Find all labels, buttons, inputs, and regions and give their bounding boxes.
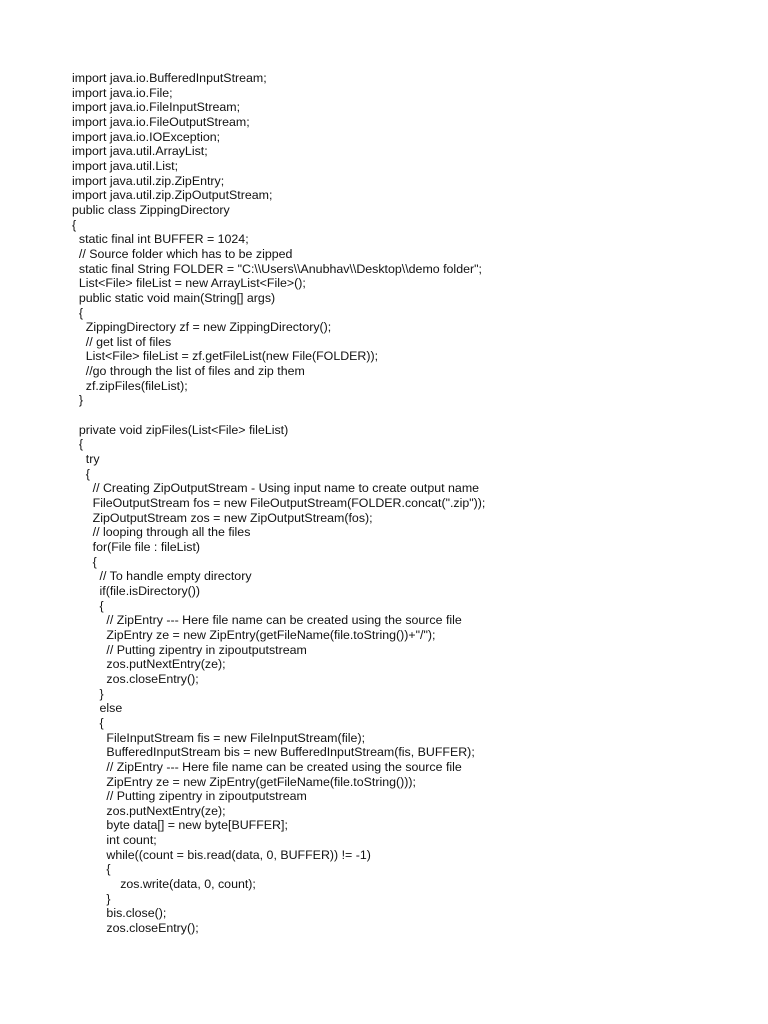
code-line: [72, 408, 752, 423]
code-line: {: [72, 598, 104, 613]
code-line: import java.io.FileOutputStream;: [72, 114, 250, 129]
code-line: // get list of files: [72, 334, 172, 349]
code-line: try: [72, 452, 100, 467]
code-line: zos.putNextEntry(ze);: [72, 803, 226, 818]
code-line: public class ZippingDirectory: [72, 202, 230, 217]
code-line: zf.zipFiles(fileList);: [72, 378, 188, 393]
code-line: // ZipEntry --- Here file name can be created using the source file: [72, 613, 462, 628]
code-line: import java.io.IOException;: [72, 129, 221, 144]
code-line: {: [72, 305, 84, 320]
code-line: private void zipFiles(List<File> fileList): [72, 422, 289, 437]
code-line: {: [72, 554, 97, 569]
code-line: import java.io.BufferedInputStream;: [72, 71, 267, 85]
code-line: //go through the list of files and zip them: [72, 364, 305, 379]
code-line: ZipOutputStream zos = new ZipOutputStream(fos);: [72, 510, 373, 525]
code-line: while((count = bis.read(data, 0, BUFFER)) != -1): [72, 847, 371, 862]
code-line: zos.closeEntry();: [72, 921, 199, 936]
code-line: }: [72, 891, 111, 906]
code-line: import java.util.zip.ZipOutputStream;: [72, 188, 273, 203]
code-line: // ZipEntry --- Here file name can be created using the source file: [72, 759, 462, 774]
code-line: import java.util.zip.ZipEntry;: [72, 173, 225, 188]
code-line: for(File file : fileList): [72, 540, 201, 554]
code-line: FileOutputStream fos = new FileOutputStream(FOLDER.concat(".zip"));: [72, 496, 486, 511]
code-line: // looping through all the files: [72, 525, 251, 540]
code-line: import java.io.File;: [72, 85, 173, 100]
code-line: {: [72, 437, 84, 452]
code-line: zos.write(data, 0, count);: [72, 877, 256, 892]
code-line: FileInputStream fis = new FileInputStream(file);: [72, 730, 366, 745]
code-line: ZippingDirectory zf = new ZippingDirectory();: [72, 320, 332, 335]
code-line: // Source folder which has to be zipped: [72, 246, 293, 261]
code-line: import java.util.ArrayList;: [72, 144, 208, 159]
code-line: {: [72, 715, 104, 730]
code-line: BufferedInputStream bis = new BufferedInputStream(fis, BUFFER);: [72, 745, 475, 760]
code-line: else: [72, 701, 123, 716]
code-line: // To handle empty directory: [72, 569, 252, 584]
code-line: {: [72, 217, 77, 232]
code-line: bis.close();: [72, 906, 167, 921]
code-line: zos.putNextEntry(ze);: [72, 657, 226, 672]
code-line: // Putting zipentry in zipoutputstream: [72, 642, 307, 657]
code-line: if(file.isDirectory()): [72, 583, 201, 598]
code-line: static final String FOLDER = "C:\\Users\\Anubhav\\Desktop\\demo folder";: [72, 261, 482, 276]
code-line: }: [72, 686, 104, 701]
code-line: byte data[] = new byte[BUFFER];: [72, 818, 288, 833]
code-line: ZipEntry ze = new ZipEntry(getFileName(file.toString())+"/");: [72, 627, 436, 642]
code-line: static final int BUFFER = 1024;: [72, 232, 249, 247]
code-line: import java.io.FileInputStream;: [72, 100, 241, 115]
code-line: }: [72, 393, 84, 408]
code-line: // Putting zipentry in zipoutputstream: [72, 789, 307, 804]
code-line: ZipEntry ze = new ZipEntry(getFileName(file.toString()));: [72, 774, 416, 789]
code-line: zos.closeEntry();: [72, 671, 199, 686]
code-line: {: [72, 862, 111, 877]
code-line: int count;: [72, 833, 157, 848]
code-line: import java.util.List;: [72, 158, 179, 173]
code-line: {: [72, 466, 90, 481]
code-line: List<File> fileList = new ArrayList<File>();: [72, 276, 306, 291]
code-line: List<File> fileList = zf.getFileList(new File(FOLDER));: [72, 349, 379, 364]
code-line: // Creating ZipOutputStream - Using input name to create output name: [72, 481, 480, 496]
code-line: public static void main(String[] args): [72, 290, 276, 305]
code-listing: [72, 71, 752, 936]
